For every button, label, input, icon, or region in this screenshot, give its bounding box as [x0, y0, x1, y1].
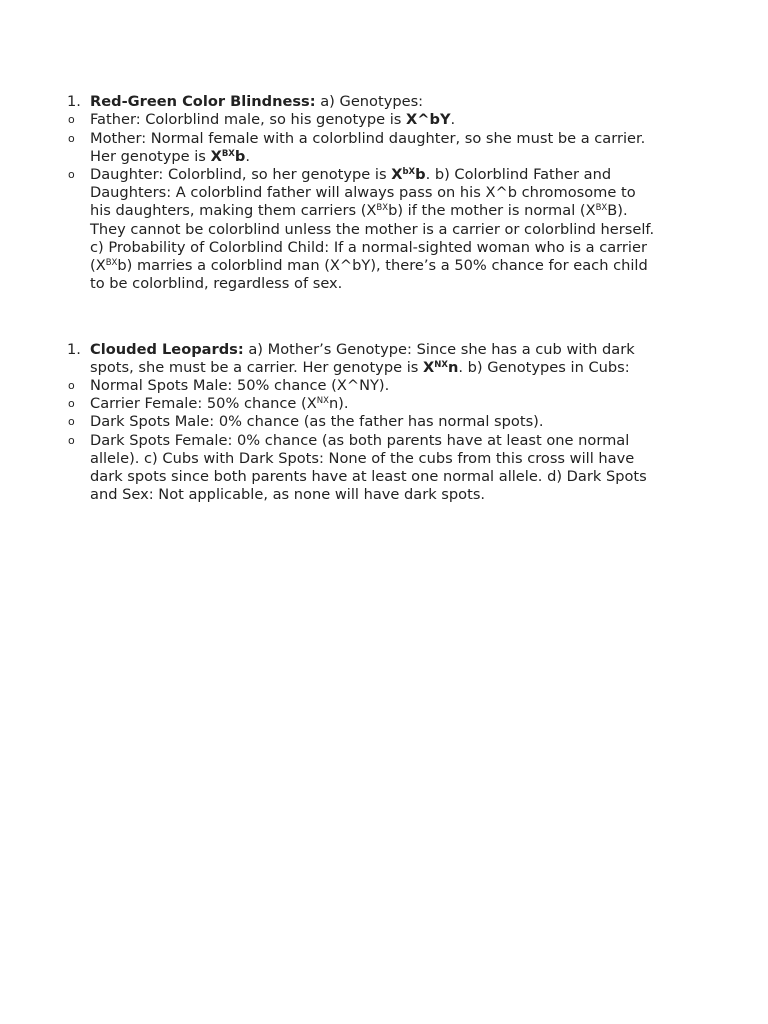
bullet-marker: o: [68, 415, 75, 428]
section2-line-2: spots, she must be a carrier. Her genotype is $X^{NX}n$. b) Genotypes in Cubs:: [90, 358, 630, 376]
section1-heading: Red-Green Color Blindness:: [90, 93, 316, 110]
daughter-line-1: Daughter: Colorblind, so her genotype is $X^{bX}b$. b) Colorblind Father and: [90, 166, 612, 183]
dark-female-line-1: Dark Spots Female: 0% chance (as both parents have at least one normal: [90, 431, 630, 449]
bullet-marker: o: [68, 397, 75, 410]
bullet-marker: o: [68, 168, 75, 181]
daughter-line-4: They cannot be colorblind unless the mother is a carrier or colorblind herself.: [90, 220, 655, 238]
bullet-marker: o: [68, 378, 75, 392]
mother-line-2: Her genotype is $X^{BX}b$.: [90, 147, 250, 165]
father-text-end: .: [450, 111, 456, 128]
dark-female-line-3: dark spots since both parents have at least one normal allele. d) Dark Spots: [90, 467, 647, 485]
bullet-marker: o: [68, 113, 75, 126]
section1-intro: a) Genotypes:: [315, 93, 424, 110]
mother-genotype: $X^{BX}b$: [210, 147, 246, 165]
dark-male-text: Dark Spots Male: 0% chance (as the father has normal spots).: [90, 413, 544, 430]
father-genotype: X^bY: [406, 111, 451, 128]
list-number: 1.: [67, 93, 81, 110]
daughter-line-6: $(X^{BX}b)$ marries a colorblind man (X^bY), there’s a 50% chance for each child: [90, 256, 648, 274]
bullet-marker: o: [68, 131, 75, 145]
section1-heading-line: [90, 93, 690, 111]
mother-line-1: Mother: Normal female with a colorblind daughter, so she must be a carrier.: [90, 129, 646, 147]
bullet-marker: o: [68, 433, 75, 447]
section2-line-1: Clouded Leopards: a) Mother’s Genotype: Since she has a cub with dark: [90, 340, 635, 358]
daughter-genotype: $X^{bX}b$: [391, 166, 426, 183]
leopard-mother-genotype: $X^{NX}n$: [423, 358, 459, 376]
father-text: Father: Colorblind male, so his genotype is: [90, 111, 407, 128]
daughter-line-2: Daughters: A colorblind father will always pass on his X^b chromosome to: [90, 184, 636, 202]
daughter-line-7: to be colorblind, regardless of sex.: [90, 275, 343, 293]
list-number: 1.: [67, 340, 81, 358]
daughter-line-5: c) Probability of Colorblind Child: If a normal-sighted woman who is a carrier: [90, 238, 647, 256]
dark-female-line-2: allele). c) Cubs with Dark Spots: None of the cubs from this cross will have: [90, 449, 635, 467]
carrier-female-text: Carrier Female: 50% chance $(X^{NX}n)$.: [90, 395, 349, 412]
daughter-line-3: his daughters, making them carriers $(X^{BX}b)$ if the mother is normal $(X^{BX}B)$.: [90, 202, 628, 220]
section2-heading: Clouded Leopards:: [90, 340, 244, 358]
dark-female-line-4: and Sex: Not applicable, as none will have dark spots.: [90, 486, 486, 504]
normal-male-text: Normal Spots Male: 50% chance (X^NY).: [90, 376, 390, 394]
